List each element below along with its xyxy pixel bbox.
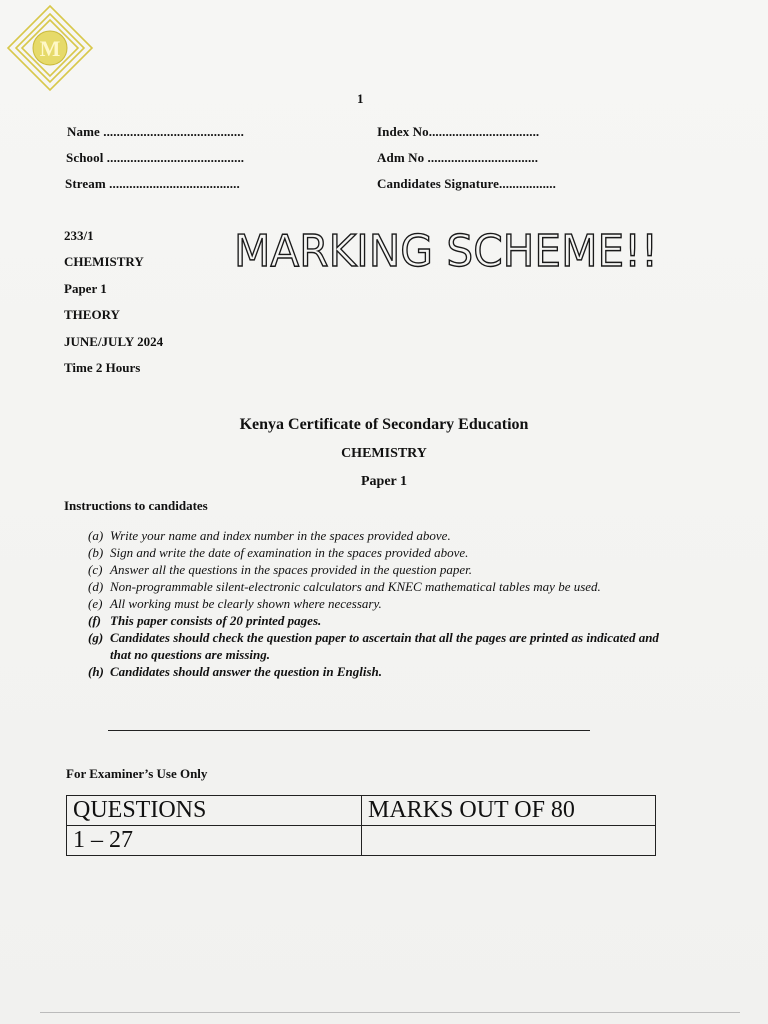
paper-number: Paper 1 — [64, 281, 107, 296]
index-no-field: Index No................................. — [377, 124, 540, 139]
instruction-item: (d) Non-programmable silent-electronic calculators and KNEC mathematical tables may be used. — [88, 579, 601, 594]
school-field: School ......................................... — [66, 150, 245, 165]
instruction-item: (e) All working must be clearly shown where necessary. — [88, 596, 382, 611]
table-header-questions: QUESTIONS — [67, 796, 362, 826]
page-number: 1 — [357, 91, 364, 106]
instruction-item: (b) Sign and write the date of examination in the spaces provided above. — [88, 545, 469, 560]
exam-paper: Paper 1 — [360, 474, 407, 489]
paper-type: THEORY — [64, 307, 120, 322]
table-header-row — [67, 796, 656, 826]
name-field: Name .......................................... — [67, 124, 244, 139]
signature-field: Candidates Signature................. — [377, 176, 556, 191]
exam-subject: CHEMISTRY — [341, 446, 427, 461]
table-row — [67, 826, 656, 856]
instructions-list — [88, 527, 660, 680]
handwritten-note-text: MARKING SCHEME!! — [234, 226, 658, 277]
divider-line — [108, 730, 590, 731]
instruction-item: (h) Candidates should answer the question in English. — [88, 664, 383, 679]
paper-time: Time 2 Hours — [64, 360, 141, 375]
monogram-seal-logo-icon — [4, 2, 96, 94]
paper-subject: CHEMISTRY — [64, 254, 144, 269]
paper-code: 233/1 — [64, 228, 94, 243]
table-cell-marks — [362, 826, 656, 856]
paper-session: JUNE/JULY 2024 — [64, 334, 164, 349]
adm-no-field: Adm No ................................. — [377, 150, 539, 165]
table-header-marks: MARKS OUT OF 80 — [362, 796, 656, 826]
instruction-item: (g) Candidates should check the question paper to ascertain that all the pages are printed as indicated and that no questions are missing. — [88, 630, 659, 662]
instructions-title: Instructions to candidates — [64, 498, 208, 513]
page-bottom-edge — [40, 1012, 740, 1013]
examiner-marks-table — [66, 795, 656, 856]
handwritten-marking-scheme — [232, 218, 662, 278]
instruction-item: (c) Answer all the questions in the spaces provided in the question paper. — [88, 562, 473, 577]
examiner-title: For Examiner’s Use Only — [66, 766, 208, 781]
table-cell-questions: 1 – 27 — [67, 826, 362, 856]
instruction-item: (a) Write your name and index number in the spaces provided above. — [88, 528, 451, 543]
instruction-item: (f) This paper consists of 20 printed pages. — [88, 613, 322, 628]
exam-title: Kenya Certificate of Secondary Education — [239, 416, 529, 433]
stream-field: Stream ....................................... — [65, 176, 240, 191]
logo-letter: M — [39, 36, 61, 61]
